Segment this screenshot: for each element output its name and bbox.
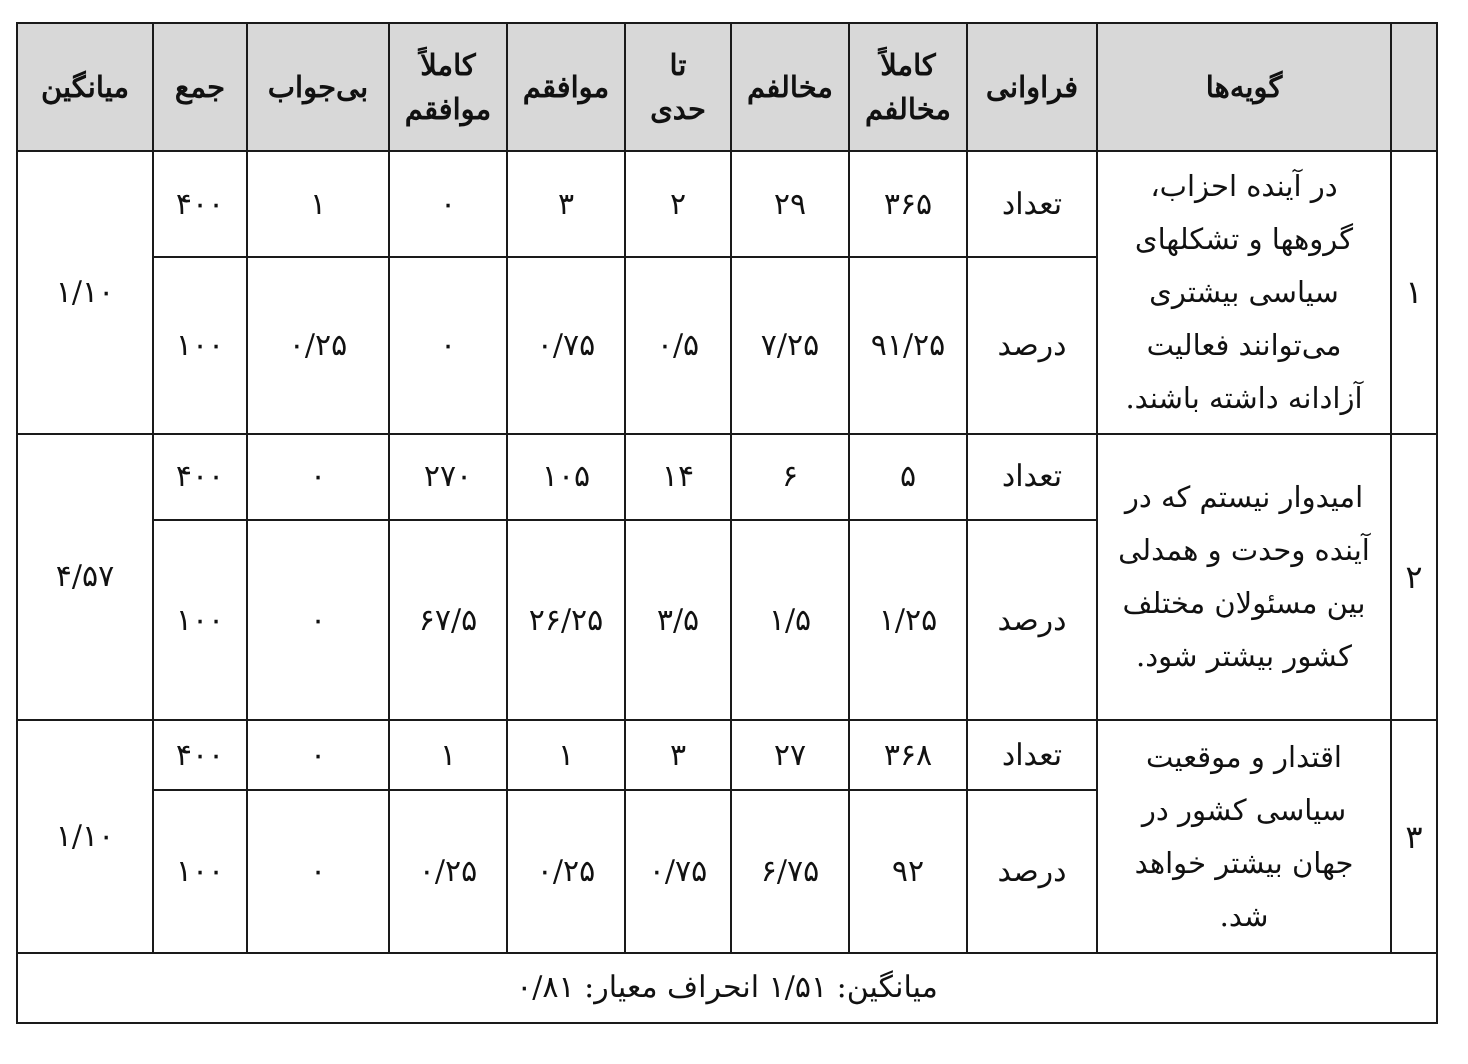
percent-no-answer: ۰: [247, 790, 389, 952]
count-no-answer: ۰: [247, 720, 389, 790]
percent-total: ۱۰۰: [153, 790, 247, 952]
item-statement: امیدوار نیستم که در آینده وحدت و همدلی بین مسئولان مختلف کشور بیشتر شود.: [1097, 434, 1391, 721]
percent-total: ۱۰۰: [153, 520, 247, 720]
header-strongly-disagree: [849, 23, 967, 151]
header-somewhat-line1: تا: [669, 48, 687, 82]
header-strongly-agree-line2: موافقم: [404, 92, 492, 126]
survey-table: [16, 22, 1438, 1024]
header-somewhat-line2: حدی: [650, 92, 706, 126]
frequency-label: تعداد: [967, 720, 1097, 790]
item-number: ۳: [1391, 720, 1437, 953]
item-statement: اقتدار و موقعیت سیاسی کشور در جهان بیشتر خواهد شد.: [1097, 720, 1391, 953]
percent-somewhat: ۳/۵: [625, 520, 731, 720]
item-mean: ۴/۵۷: [17, 434, 153, 721]
item-statement: در آینده احزاب، گروهها و تشکلهای سیاسی بیشتری می‌توانند فعالیت آزادانه داشته باشند.: [1097, 151, 1391, 434]
count-strongly-disagree: ۵: [849, 434, 967, 520]
percent-strongly-agree: ۶۷/۵: [389, 520, 507, 720]
frequency-label: تعداد: [967, 434, 1097, 520]
percent-no-answer: ۰: [247, 520, 389, 720]
header-strongly-agree: [389, 23, 507, 151]
count-strongly-agree: ۲۷۰: [389, 434, 507, 520]
item-mean: ۱/۱۰: [17, 151, 153, 434]
percent-somewhat: ۰/۷۵: [625, 790, 731, 952]
count-total: ۴۰۰: [153, 720, 247, 790]
item-3-count-row: [17, 720, 1437, 790]
summary-stats: میانگین: ۱/۵۱ انحراف معیار: ۰/۸۱: [17, 953, 1437, 1023]
count-strongly-agree: ۱: [389, 720, 507, 790]
count-strongly-agree: ۰: [389, 151, 507, 257]
frequency-label: تعداد: [967, 151, 1097, 257]
item-number: ۲: [1391, 434, 1437, 721]
count-strongly-disagree: ۳۶۸: [849, 720, 967, 790]
count-agree: ۱۰۵: [507, 434, 625, 520]
header-row: [17, 23, 1437, 151]
header-agree: موافقم: [507, 23, 625, 151]
frequency-label: درصد: [967, 520, 1097, 720]
header-frequency: فراوانی: [967, 23, 1097, 151]
header-mean: میانگین: [17, 23, 153, 151]
count-somewhat: ۲: [625, 151, 731, 257]
count-disagree: ۲۹: [731, 151, 849, 257]
percent-agree: ۰/۲۵: [507, 790, 625, 952]
count-total: ۴۰۰: [153, 151, 247, 257]
percent-strongly-disagree: ۱/۲۵: [849, 520, 967, 720]
percent-strongly-disagree: ۹۱/۲۵: [849, 257, 967, 433]
header-no-answer: بی‌جواب: [247, 23, 389, 151]
percent-strongly-disagree: ۹۲: [849, 790, 967, 952]
percent-no-answer: ۰/۲۵: [247, 257, 389, 433]
percent-strongly-agree: ۰: [389, 257, 507, 433]
percent-agree: ۲۶/۲۵: [507, 520, 625, 720]
percent-total: ۱۰۰: [153, 257, 247, 433]
header-strongly-disagree-line2: مخالفم: [865, 92, 951, 126]
count-no-answer: ۱: [247, 151, 389, 257]
footer-row: [17, 953, 1437, 1023]
header-somewhat: [625, 23, 731, 151]
percent-disagree: ۱/۵: [731, 520, 849, 720]
header-disagree: مخالفم: [731, 23, 849, 151]
header-statement: گویه‌ها: [1097, 23, 1391, 151]
count-somewhat: ۳: [625, 720, 731, 790]
count-agree: ۳: [507, 151, 625, 257]
item-1-count-row: [17, 151, 1437, 257]
count-disagree: ۲۷: [731, 720, 849, 790]
header-total: جمع: [153, 23, 247, 151]
frequency-label: درصد: [967, 790, 1097, 952]
header-number: [1391, 23, 1437, 151]
count-agree: ۱: [507, 720, 625, 790]
percent-somewhat: ۰/۵: [625, 257, 731, 433]
item-2-count-row: [17, 434, 1437, 520]
percent-disagree: ۶/۷۵: [731, 790, 849, 952]
count-no-answer: ۰: [247, 434, 389, 520]
count-disagree: ۶: [731, 434, 849, 520]
frequency-label: درصد: [967, 257, 1097, 433]
header-strongly-agree-line1: کاملاً: [420, 48, 476, 82]
percent-strongly-agree: ۰/۲۵: [389, 790, 507, 952]
header-strongly-disagree-line1: کاملاً: [880, 48, 936, 82]
percent-disagree: ۷/۲۵: [731, 257, 849, 433]
item-number: ۱: [1391, 151, 1437, 434]
count-total: ۴۰۰: [153, 434, 247, 520]
count-strongly-disagree: ۳۶۵: [849, 151, 967, 257]
count-somewhat: ۱۴: [625, 434, 731, 520]
percent-agree: ۰/۷۵: [507, 257, 625, 433]
item-mean: ۱/۱۰: [17, 720, 153, 953]
